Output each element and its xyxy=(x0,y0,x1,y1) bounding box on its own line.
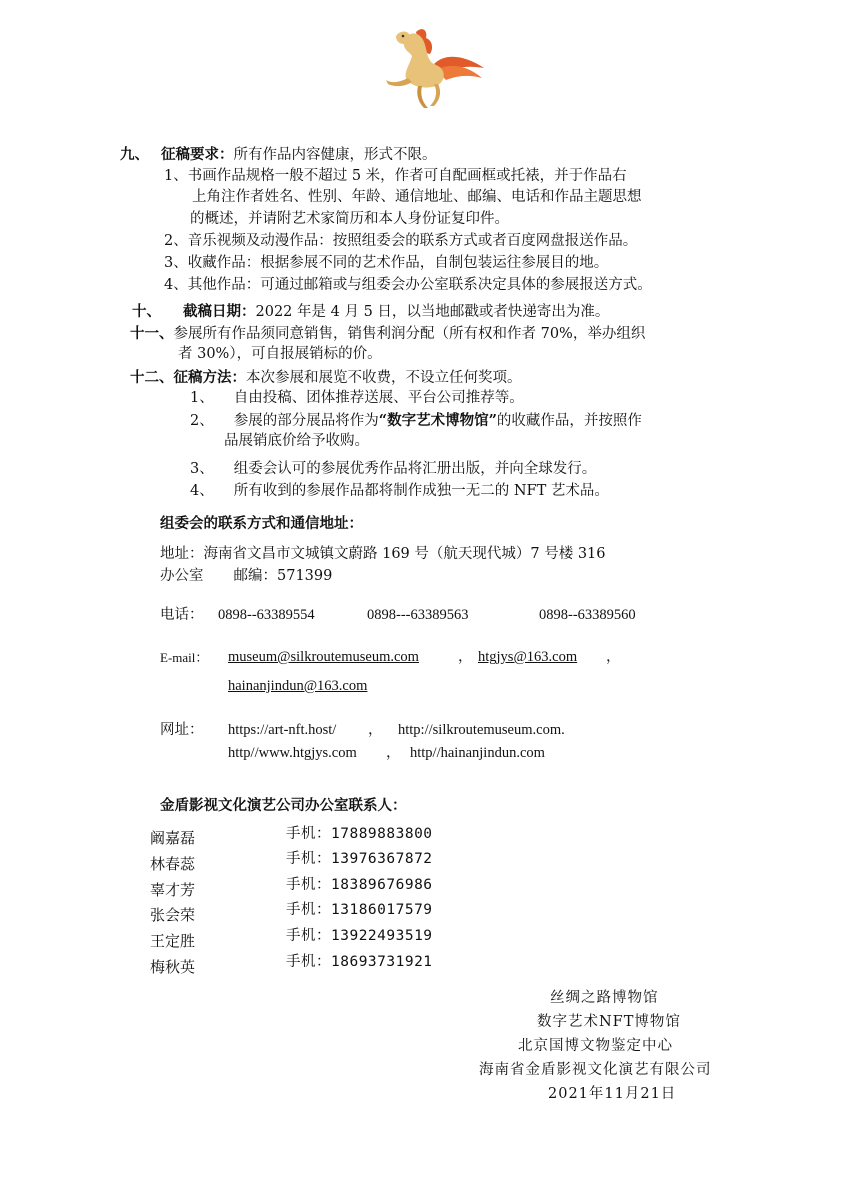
signature-org-1: 丝绸之路博物馆 xyxy=(550,990,659,1006)
email-separator-2: ， xyxy=(606,649,621,665)
horse-logo-icon xyxy=(376,22,488,112)
section9-item-3: 3、收藏作品：根据参展不同的艺术作品，自制包装运往参展目的地。 xyxy=(164,255,609,271)
section11-line1: 参展所有作品须同意销售，销售利润分配（所有权和作者 70%，举办组织 xyxy=(173,326,646,342)
section12-item-2-pre: 参展的部分展品将作为 xyxy=(233,413,379,429)
contact-person-phone: 手机：13922493519 xyxy=(286,928,433,944)
section9-title: 征稿要求： xyxy=(161,146,234,163)
phone-1: 0898--63389554 xyxy=(218,607,315,623)
section9-item-4: 4、其他作品：可通过邮箱或与组委会办公室联系决定具体的参展报送方式。 xyxy=(164,277,652,293)
signature-org-2: 数字艺术NFT博物馆 xyxy=(537,1014,681,1030)
section9-item-1-cont1: 上角注作者姓名、性别、年龄、通信地址、邮编、电话和作品主题思想 xyxy=(192,189,642,205)
phone-label: 电话： xyxy=(160,607,204,623)
phone-2: 0898---63389563 xyxy=(367,607,469,623)
signature-date: 2021年11月21日 xyxy=(548,1086,677,1102)
section12-item-2-cont: 品展销底价给予收购。 xyxy=(224,433,369,449)
section12-item-1-num: 1、 xyxy=(190,390,214,406)
contact-person-name: 阚嘉磊 xyxy=(150,829,196,847)
email-link-1[interactable]: museum@silkroutemuseum.com xyxy=(228,649,419,665)
section10-label: 十、 xyxy=(132,303,161,320)
contact-person-name: 林春蕊 xyxy=(150,855,196,873)
contact-heading: 组委会的联系方式和通信地址： xyxy=(160,515,363,532)
section12-item-2-bold: “数字艺术博物馆” xyxy=(378,412,497,429)
signature-org-3: 北京国博文物鉴定中心 xyxy=(518,1038,673,1054)
section12-title: 征稿方法： xyxy=(173,369,246,386)
phone-3: 0898--63389560 xyxy=(539,607,636,623)
section12-text: 本次参展和展览不收费，不设立任何奖项。 xyxy=(246,370,522,386)
section12-label: 十二、 xyxy=(130,369,174,386)
web-link-3[interactable]: http//www.htgjys.com xyxy=(228,745,357,761)
signature-org-4: 海南省金盾影视文化演艺有限公司 xyxy=(479,1062,712,1078)
web-label: 网址： xyxy=(160,722,204,738)
section9-item-2: 2、音乐视频及动漫作品：按照组委会的联系方式或者百度网盘报送作品。 xyxy=(164,233,638,249)
email-link-2[interactable]: htgjys@163.com xyxy=(478,649,578,665)
contact-person-phone: 手机：18389676986 xyxy=(286,877,433,893)
section9-item-1: 1、书画作品规格一般不超过 5 米，作者可自配画框或托裱，并于作品右 xyxy=(164,168,627,184)
contact-person-phone: 手机：18693731921 xyxy=(286,954,433,970)
web-link-2[interactable]: http://silkroutemuseum.com. xyxy=(398,722,565,738)
section11-line2: 者 30%），可自报展销标的价。 xyxy=(178,346,382,362)
section10-title: 截稿日期： xyxy=(183,303,256,320)
web-separator-1: ， xyxy=(368,722,383,738)
contact-person-name: 张会荣 xyxy=(150,906,196,924)
section12-item-4-num: 4、 xyxy=(190,483,214,499)
section9-label: 九、 xyxy=(120,146,149,163)
contact-address: 地址：海南省文昌市文城镇文蔚路 169 号（航天现代城）7 号楼 316 xyxy=(160,546,606,562)
contact-postcode: 邮编：571399 xyxy=(233,568,333,584)
contact-person-phone: 手机：17889883800 xyxy=(286,826,433,842)
section9-text: 所有作品内容健康，形式不限。 xyxy=(233,147,437,163)
section12-item-3-text: 组委会认可的参展优秀作品将汇册出版，并向全球发行。 xyxy=(233,461,597,477)
web-link-1[interactable]: https://art-nft.host/ xyxy=(228,722,337,738)
section12-item-1-text: 自由投稿、团体推荐送展、平台公司推荐等。 xyxy=(233,390,524,406)
web-separator-2: ， xyxy=(386,745,401,761)
email-link-3[interactable]: hainanjindun@163.com xyxy=(228,678,368,694)
people-heading: 金盾影视文化演艺公司办公室联系人： xyxy=(160,797,407,814)
contact-person-phone: 手机：13976367872 xyxy=(286,851,433,867)
section9-item-1-cont2: 的概述，并请附艺术家简历和本人身份证复印件。 xyxy=(190,211,509,227)
email-label: E-mail： xyxy=(160,650,209,665)
email-separator-1: ， xyxy=(458,649,473,665)
section12-item-2-num: 2、 xyxy=(190,413,214,429)
contact-office: 办公室 xyxy=(160,568,204,584)
contact-person-name: 梅秋英 xyxy=(150,958,196,976)
section11-label: 十一、 xyxy=(130,325,174,342)
contact-person-name: 辜才芳 xyxy=(150,881,196,899)
web-link-4[interactable]: http//hainanjindun.com xyxy=(410,745,545,761)
contact-person-name: 王定胜 xyxy=(150,932,196,950)
section12-item-2-post: 的收藏作品，并按照作 xyxy=(496,413,642,429)
section10-text: 2022 年是 4 月 5 日，以当地邮戳或者快递寄出为准。 xyxy=(255,304,610,320)
contact-person-phone: 手机：13186017579 xyxy=(286,902,433,918)
section12-item-4-text: 所有收到的参展作品都将制作成独一无二的 NFT 艺术品。 xyxy=(233,483,609,499)
section12-item-3-num: 3、 xyxy=(190,461,214,477)
